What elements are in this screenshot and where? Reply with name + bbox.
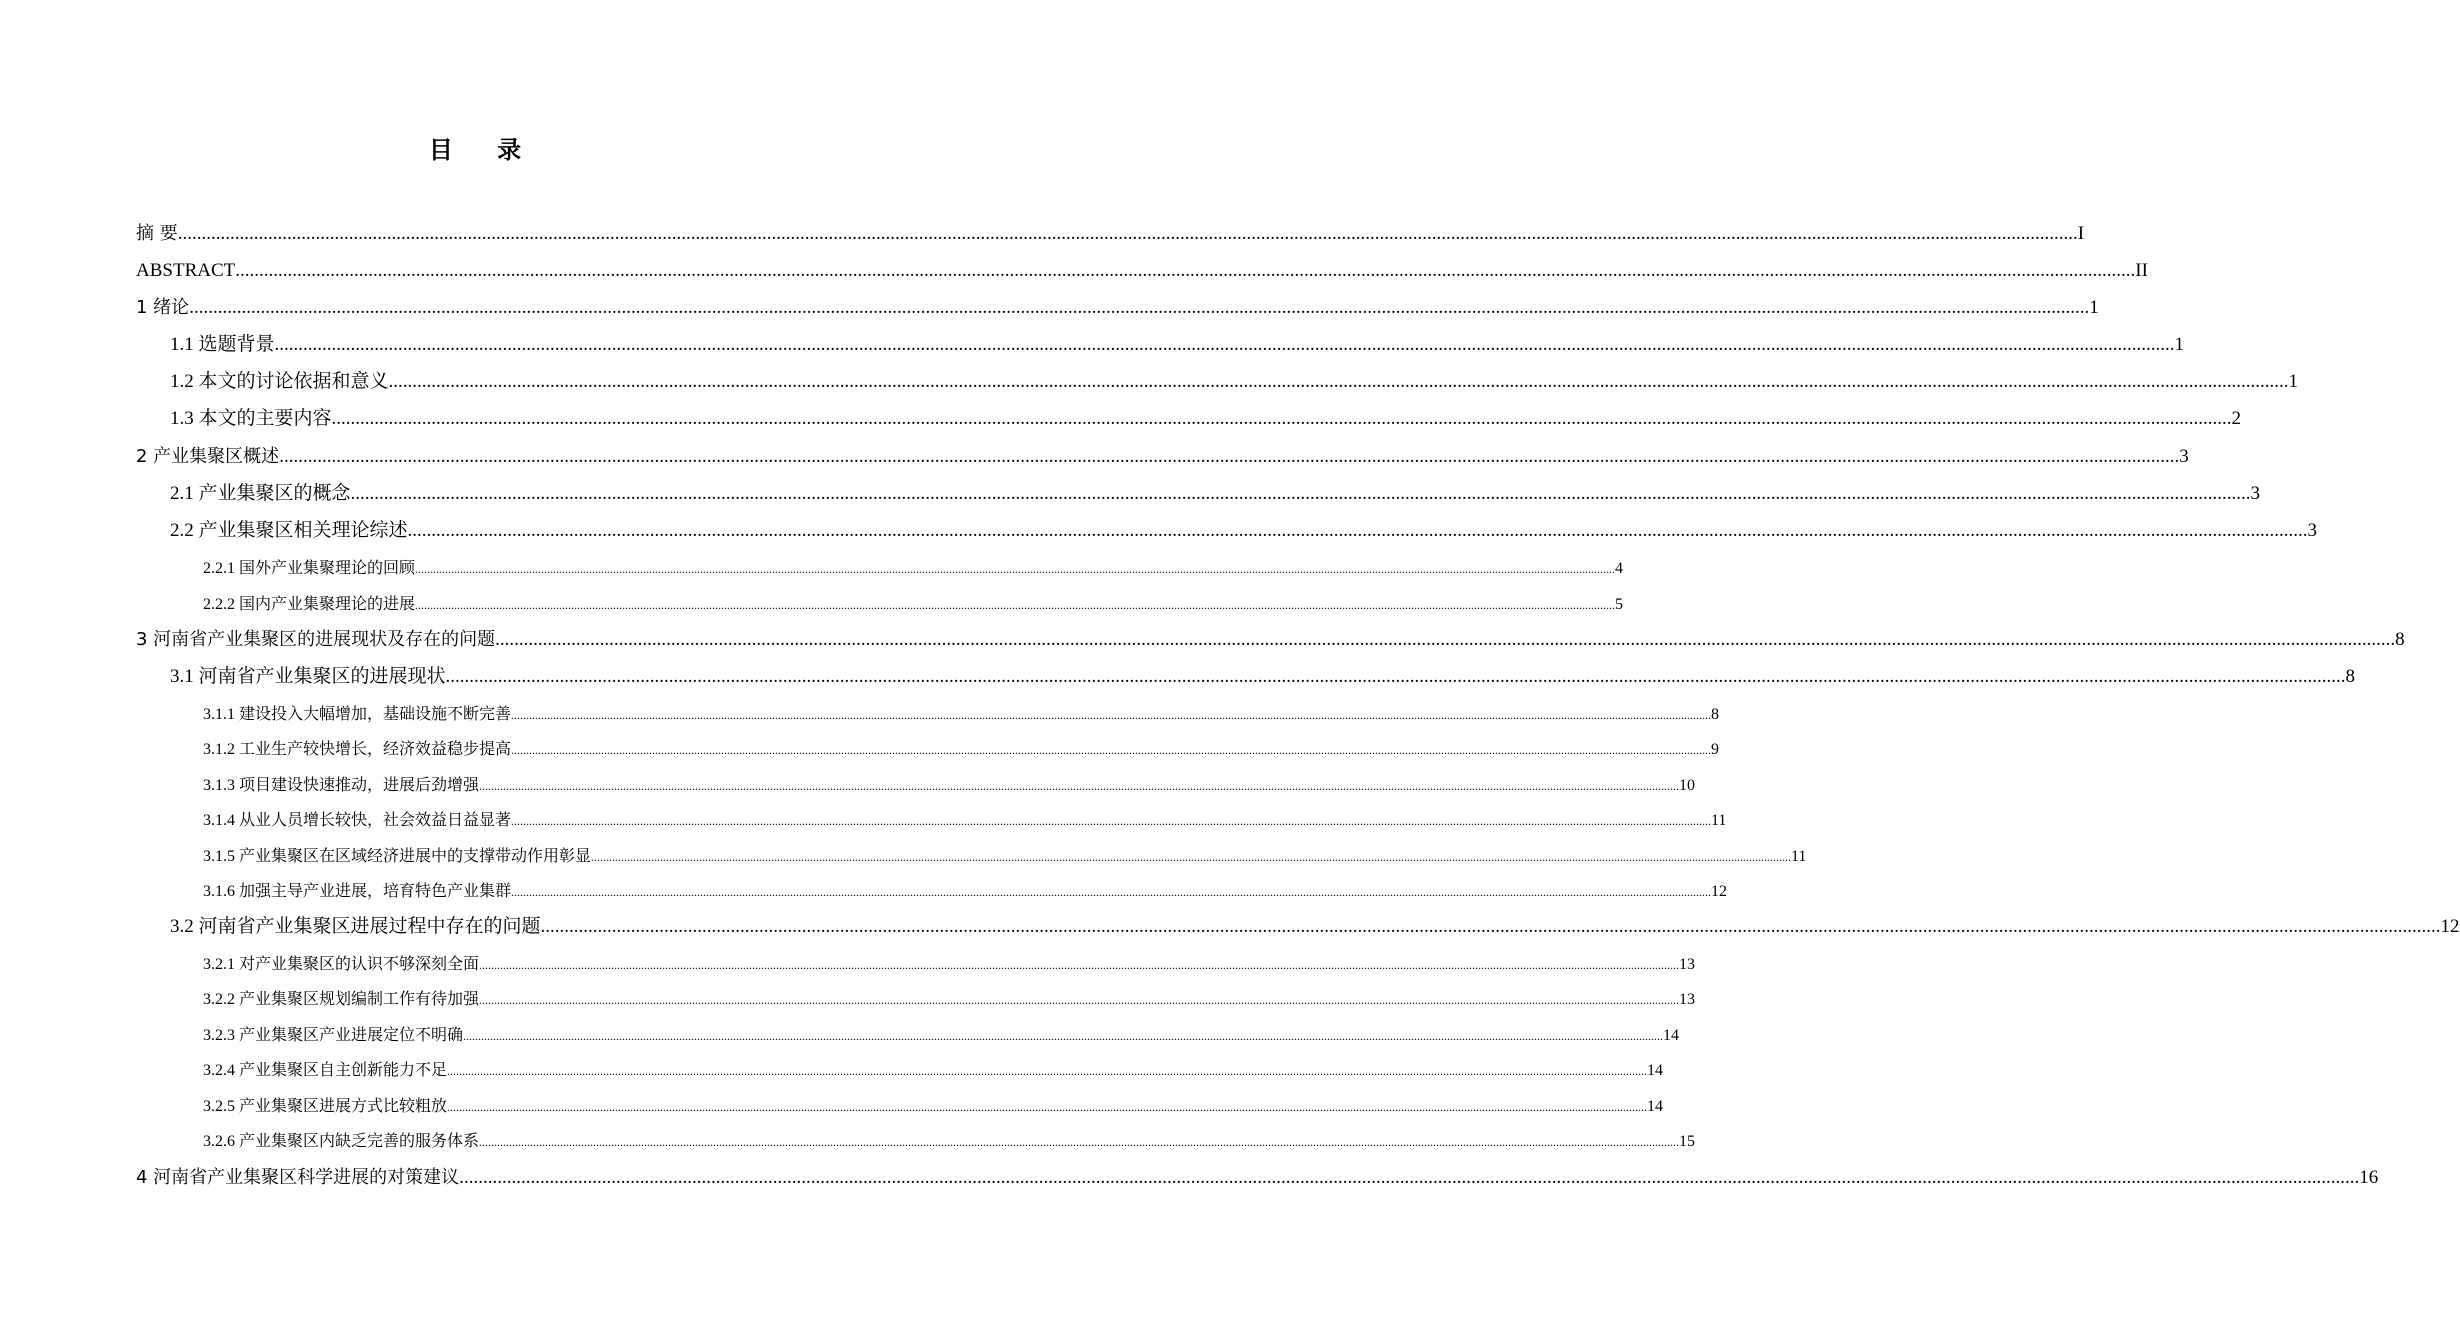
toc-entry-section-3-2-5[interactable] [203,1095,1664,1119]
toc-entry-label: 3.1.5 产业集聚区在区域经济进展中的支撑带动作用彰显 [203,848,592,865]
toc-entry-section-3-1-5[interactable] [203,845,1807,869]
toc-leader-dots: ................................................................................................................................................................................................................................................................................................................................................................................................................ [447,1100,1648,1114]
toc-entry-page: 13 [1679,991,1696,1008]
toc-entry-label: 2 产业集聚区概述 [136,446,280,467]
toc-entry-section-2-2-2[interactable] [203,593,1624,617]
toc-entry-page: 15 [1679,1133,1696,1150]
toc-entry-section-3-2-4[interactable] [203,1059,1664,1083]
toc-entry-label: 1.3 本文的主要内容 [170,408,332,429]
toc-entry-label: 2.2.2 国内产业集聚理论的进展 [203,596,416,613]
toc-entry-page: 8 [1711,706,1720,723]
toc-entry-label: ABSTRACT [136,260,236,281]
toc-entry-page: II [2135,260,2148,281]
toc-entry-page: 4 [1615,560,1624,577]
toc-entry-label: 2.2.1 国外产业集聚理论的回顾 [203,560,416,577]
toc-entry-chapter-3[interactable] [136,626,2405,654]
toc-entry-page: 12 [2440,916,2460,937]
toc-leader-dots: ................................................................................................................................................................................................................................................................................................................................................................................................................ [511,814,1712,828]
toc-entry-page: 13 [1679,956,1696,973]
toc-leader-dots: ................................................................................................................................................................................................................................................................................................................................................................................................................ [459,1167,2360,1188]
toc-entry-page: 1 [2174,334,2185,355]
toc-entry-page: 16 [2359,1167,2379,1188]
toc-entry-label: 2.1 产业集聚区的概念 [170,483,351,504]
toc-entry-section-1-2[interactable] [170,368,2299,396]
toc-leader-dots: ................................................................................................................................................................................................................................................................................................................................................................................................................ [591,850,1792,864]
toc-entry-label: 1.1 选题背景 [170,334,275,355]
toc-entry-section-3-1-4[interactable] [203,809,1727,833]
toc-entry-page: 9 [1711,741,1720,758]
toc-entry-section-3-2-2[interactable] [203,988,1696,1012]
toc-leader-dots: ................................................................................................................................................................................................................................................................................................................................................................................................................ [279,446,2180,467]
toc-entry-section-3-1-6[interactable] [203,880,1728,904]
toc-entry-label: 3.2.4 产业集聚区自主创新能力不足 [203,1062,448,1079]
toc-entry-label: 3 河南省产业集聚区的进展现状及存在的问题 [136,629,496,650]
toc-entry-page: 14 [1663,1027,1680,1044]
toc-entry-label: 3.1.4 从业人员增长较快，社会效益日益显著 [203,812,512,829]
toc-entry-page: 1 [2089,297,2099,318]
toc-entry-section-3-1-3[interactable] [203,774,1696,798]
toc-entry-page: 3 [2250,483,2261,504]
toc-leader-dots: ................................................................................................................................................................................................................................................................................................................................................................................................................ [540,916,2441,937]
toc-entry-page: 5 [1615,596,1624,613]
toc-leader-dots: ................................................................................................................................................................................................................................................................................................................................................................................................................ [415,562,1616,576]
toc-entry-label: 3.2 河南省产业集聚区进展过程中存在的问题 [170,916,541,937]
toc-entry-page: 8 [2345,666,2356,687]
toc-leader-dots: ................................................................................................................................................................................................................................................................................................................................................................................................................ [479,779,1680,793]
toc-entry-page: 10 [1679,777,1696,794]
toc-entry-section-2-2[interactable] [170,517,2318,545]
toc-entry-page: 14 [1647,1098,1664,1115]
toc-entry-abstract-cn[interactable] [136,220,2085,248]
toc-entry-label: 3.1.6 加强主导产业进展，培育特色产业集群 [203,883,512,900]
toc-entry-page: 3 [2307,520,2318,541]
toc-leader-dots: ................................................................................................................................................................................................................................................................................................................................................................................................................ [235,260,2136,281]
toc-entry-page: 14 [1647,1062,1664,1079]
toc-leader-dots: ................................................................................................................................................................................................................................................................................................................................................................................................................ [479,1135,1680,1149]
toc-leader-dots: ................................................................................................................................................................................................................................................................................................................................................................................................................ [495,629,2396,650]
toc-leader-dots: ................................................................................................................................................................................................................................................................................................................................................................................................................ [511,885,1712,899]
toc-entry-label: 4 河南省产业集聚区科学进展的对策建议 [136,1167,460,1188]
toc-entry-label: 2.2 产业集聚区相关理论综述 [170,520,408,541]
toc-entry-label: 3.1.2 工业生产较快增长，经济效益稳步提高 [203,741,512,758]
toc-entry-section-3-2-3[interactable] [203,1024,1680,1048]
toc-leader-dots: ................................................................................................................................................................................................................................................................................................................................................................................................................ [445,666,2346,687]
toc-entry-chapter-4[interactable] [136,1164,2379,1192]
toc-leader-dots: ................................................................................................................................................................................................................................................................................................................................................................................................................ [331,408,2232,429]
toc-leader-dots: ................................................................................................................................................................................................................................................................................................................................................................................................................ [274,334,2175,355]
toc-entry-label: 1.2 本文的讨论依据和意义 [170,371,389,392]
toc-entry-label: 摘 要 [136,223,178,244]
toc-entry-label: 3.1 河南省产业集聚区的进展现状 [170,666,446,687]
toc-entry-page: 1 [2288,371,2299,392]
toc-entry-label: 3.2.3 产业集聚区产业进展定位不明确 [203,1027,464,1044]
toc-entry-label: 3.2.2 产业集聚区规划编制工作有待加强 [203,991,480,1008]
toc-entry-section-3-1[interactable] [170,663,2356,691]
toc-leader-dots: ................................................................................................................................................................................................................................................................................................................................................................................................................ [511,708,1712,722]
toc-entry-section-1-1[interactable] [170,331,2185,359]
toc-entry-page: 8 [2395,629,2405,650]
toc-leader-dots: ................................................................................................................................................................................................................................................................................................................................................................................................................ [189,297,2090,318]
toc-leader-dots: ................................................................................................................................................................................................................................................................................................................................................................................................................ [479,958,1680,972]
toc-leader-dots: ................................................................................................................................................................................................................................................................................................................................................................................................................ [177,223,2078,244]
toc-entry-label: 3.2.1 对产业集聚区的认识不够深刻全面 [203,956,480,973]
toc-entry-label: 1 绪论 [136,297,190,318]
toc-leader-dots: ................................................................................................................................................................................................................................................................................................................................................................................................................ [415,598,1616,612]
toc-leader-dots: ................................................................................................................................................................................................................................................................................................................................................................................................................ [407,520,2308,541]
toc-entry-abstract-en[interactable] [136,257,2148,285]
page-title: 目 录 [428,136,540,164]
toc-entry-section-3-2-1[interactable] [203,953,1696,977]
toc-entry-section-3-2[interactable] [170,913,2460,941]
toc-entry-chapter-1[interactable] [136,294,2099,322]
toc-entry-section-1-3[interactable] [170,405,2242,433]
toc-entry-page: I [2077,223,2085,244]
toc-entry-page: 12 [1711,883,1728,900]
toc-leader-dots: ................................................................................................................................................................................................................................................................................................................................................................................................................ [479,993,1680,1007]
toc-entry-label: 3.2.5 产业集聚区进展方式比较粗放 [203,1098,448,1115]
toc-entry-label: 3.2.6 产业集聚区内缺乏完善的服务体系 [203,1133,480,1150]
toc-entry-section-2-2-1[interactable] [203,557,1624,581]
toc-entry-chapter-2[interactable] [136,443,2189,471]
toc-leader-dots: ................................................................................................................................................................................................................................................................................................................................................................................................................ [350,483,2251,504]
toc-entry-page: 11 [1791,848,1807,865]
toc-entry-label: 3.1.1 建设投入大幅增加，基础设施不断完善 [203,706,512,723]
toc-entry-page: 3 [2179,446,2189,467]
toc-entry-section-3-2-6[interactable] [203,1130,1696,1154]
toc-leader-dots: ................................................................................................................................................................................................................................................................................................................................................................................................................ [511,743,1712,757]
toc-entry-page: 2 [2231,408,2242,429]
toc-leader-dots: ................................................................................................................................................................................................................................................................................................................................................................................................................ [388,371,2289,392]
toc-entry-label: 3.1.3 项目建设快速推动，进展后劲增强 [203,777,480,794]
toc-leader-dots: ................................................................................................................................................................................................................................................................................................................................................................................................................ [447,1064,1648,1078]
toc-leader-dots: ................................................................................................................................................................................................................................................................................................................................................................................................................ [463,1029,1664,1043]
toc-entry-section-3-1-2[interactable] [203,738,1720,762]
toc-entry-section-3-1-1[interactable] [203,703,1720,727]
toc-entry-page: 11 [1711,812,1727,829]
toc-entry-section-2-1[interactable] [170,480,2261,508]
